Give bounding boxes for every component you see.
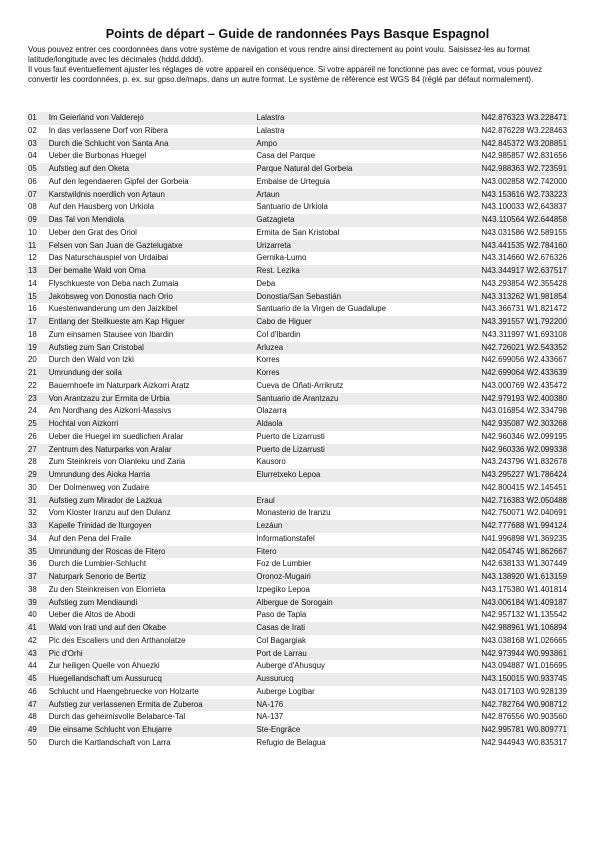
table-row — [26, 635, 569, 648]
route-number: 15 — [26, 291, 49, 304]
route-name: Aufstieg zum Mirador de Lazkua — [49, 495, 257, 508]
table-row — [26, 495, 569, 508]
gps-coordinates: N42.985857 W2.831656 — [481, 151, 567, 161]
route-number: 11 — [26, 240, 49, 253]
route-number: 39 — [26, 597, 49, 610]
gps-coordinates: N43.094887 W1.016695 — [481, 661, 567, 671]
start-place: Aussurucq — [256, 673, 459, 686]
gps-coordinates: N43.344917 W2.637517 — [460, 265, 569, 278]
start-place: Paso de Tapla — [256, 610, 307, 620]
gps-coordinates: N42.973944 W0.993861 — [460, 648, 569, 661]
route-name: Huegellandschaft um Aussurucq — [49, 673, 257, 686]
route-number: 21 — [26, 367, 49, 380]
route-name: Zentrum des Naturparks von Aralar — [49, 444, 257, 457]
route-name: Umrundung der Roscas de Fitero — [49, 546, 257, 559]
route-name: Aufstieg zum Mendiaundi — [49, 597, 257, 610]
route-number: 07 — [26, 189, 49, 202]
gps-coordinates: N43.100033 W2.643837 — [481, 202, 567, 212]
gps-coordinates: N43.314660 W2.676326 — [481, 253, 567, 263]
route-number: 44 — [28, 661, 37, 671]
route-name: Durch die Schlucht von Santa Ana — [49, 138, 257, 151]
route-number: 12 — [28, 253, 37, 263]
route-name: Ueber die Altos de Abodi — [48, 610, 136, 620]
route-name: Pic des Escaliers und den Arthanolatze — [48, 635, 186, 645]
route-name: Zum einsamen Stausee von Ibardin — [48, 329, 174, 339]
route-number: 47 — [26, 699, 49, 712]
route-name: Auf den Pena del Fraile — [48, 533, 132, 543]
start-place: Lalastra — [256, 125, 285, 135]
gps-coordinates: N43.110564 W2.644858 — [460, 214, 569, 227]
route-number: 05 — [26, 163, 49, 176]
start-place: Olazarra — [256, 406, 287, 416]
route-name: Umrundung der soila — [49, 367, 257, 380]
start-place: Rest. Lezika — [256, 265, 459, 278]
table-row — [26, 176, 569, 189]
route-number: 25 — [26, 418, 49, 431]
route-number: 40 — [28, 610, 37, 620]
gps-coordinates: N43.175380 W1.401814 — [481, 584, 567, 594]
table-row — [26, 431, 569, 444]
route-name: Zur heiligen Quelle von Ahuezki — [48, 661, 160, 671]
start-place: Santuario de la Virgen de Guadalupe — [256, 304, 387, 314]
start-place: Auberge Logibar — [256, 686, 315, 696]
table-row — [26, 201, 569, 214]
route-name: Bauernhoefe im Naturpark Aizkorri Aratz — [48, 380, 190, 390]
route-number: 06 — [28, 176, 37, 186]
route-name: Aufstieg zur verlassenen Ermita de Zuberoa — [49, 699, 257, 712]
table-row — [26, 367, 569, 380]
route-number: 14 — [28, 278, 37, 288]
gps-coordinates: N42.960346 W2.099195 — [481, 431, 567, 441]
starting-points-table — [26, 112, 569, 750]
gps-coordinates: N43.293854 W2.355428 — [481, 278, 567, 288]
table-row — [26, 303, 569, 316]
route-number: 43 — [26, 648, 49, 661]
start-place: Puerto de Lizarrusti — [256, 444, 459, 457]
route-number: 02 — [28, 125, 37, 135]
gps-coordinates: N42.960336 W2.099338 — [460, 444, 569, 457]
gps-coordinates: N43.002858 W2.742000 — [481, 176, 567, 186]
route-number: 31 — [26, 495, 49, 508]
start-place: Puerto de Lizarrusti — [256, 431, 325, 441]
gps-coordinates: N42.995781 W0.809771 — [460, 724, 569, 737]
start-place: Parque Natural del Gorbeia — [256, 163, 459, 176]
gps-coordinates: N43.295227 W1.786424 — [460, 469, 569, 482]
start-place: Santuario de Arantzazu — [256, 393, 459, 406]
route-name: Von Arantzazu zur Ermita de Urbia — [49, 393, 257, 406]
route-name: Durch den Wald von Izki — [48, 355, 134, 365]
table-row — [26, 444, 569, 457]
table-row — [26, 609, 569, 622]
start-place: Elurretxeko Lepoa — [256, 469, 459, 482]
route-number: 29 — [26, 469, 49, 482]
gps-coordinates: N43.153616 W2.733223 — [460, 189, 569, 202]
gps-coordinates: N41.996898 W1.369235 — [481, 533, 567, 543]
gps-coordinates: N43.311997 W1.693108 — [482, 329, 567, 339]
start-place: Eraul — [256, 495, 459, 508]
route-name: Am Nordhang des Aizkorri-Massivs — [48, 406, 172, 416]
start-place: Albergue de Sorogain — [256, 597, 459, 610]
start-place: Embalse de Urteguia — [256, 176, 331, 186]
route-number: 42 — [28, 635, 37, 645]
route-name: Felsen von San Juan de Gaztelugatxe — [49, 240, 257, 253]
table-row — [26, 125, 569, 138]
route-number: 45 — [26, 673, 49, 686]
intro-text — [28, 45, 573, 85]
start-place: Izpegiko Lepoa — [256, 584, 310, 594]
start-place: Gatzagieta — [256, 214, 459, 227]
route-number: 48 — [28, 712, 37, 722]
route-name: Karstwildnis noerdlich von Artaun — [49, 189, 257, 202]
route-name: Durch die Kartlandschaft von Larra — [48, 737, 171, 747]
gps-coordinates: N42.800415 W2.145451 — [481, 482, 567, 492]
table-row — [26, 214, 569, 227]
route-number: 35 — [26, 546, 49, 559]
route-number: 27 — [26, 444, 49, 457]
table-row — [26, 533, 569, 546]
table-row — [26, 711, 569, 724]
route-name: Durch die Lumbier-Schlucht — [48, 559, 147, 569]
table-row — [26, 507, 569, 520]
start-place: Ste-Engrâce — [256, 724, 459, 737]
start-place: Santuario de Urkiola — [256, 202, 328, 212]
gps-coordinates: N42.935087 W2.303268 — [460, 418, 569, 431]
route-number: 01 — [26, 112, 49, 125]
table-row — [26, 520, 569, 533]
gps-coordinates: N42.988961 W1.106894 — [460, 622, 569, 635]
table-row — [26, 673, 569, 686]
table-row — [26, 138, 569, 151]
table-row — [26, 150, 569, 163]
route-number: 36 — [28, 559, 37, 569]
gps-coordinates: N42.638133 W1.307449 — [481, 559, 567, 569]
start-place: Kausoro — [256, 457, 286, 467]
table-row — [26, 648, 569, 661]
route-name: Wald von Irati und auf den Okabe — [49, 622, 257, 635]
start-place: Oronoz-Mugairi — [256, 571, 459, 584]
table-row — [26, 546, 569, 559]
table-row — [26, 380, 569, 393]
route-number: 09 — [26, 214, 49, 227]
start-place: NA-137 — [256, 712, 284, 722]
gps-coordinates: N42.845372 W3.208851 — [460, 138, 569, 151]
route-number: 50 — [28, 737, 37, 747]
route-number: 49 — [26, 724, 49, 737]
route-name: Ueber die Burbonas Huegel — [48, 151, 147, 161]
route-name: Der Dolmenweg von Zudaire — [48, 482, 150, 492]
table-row — [26, 724, 569, 737]
route-number: 32 — [28, 508, 37, 518]
table-row — [26, 316, 569, 329]
route-number: 03 — [26, 138, 49, 151]
gps-coordinates: N43.313262 W1.981854 — [460, 291, 569, 304]
route-number: 33 — [26, 520, 49, 533]
route-number: 19 — [26, 342, 49, 355]
start-place: Arluzea — [256, 342, 459, 355]
route-number: 13 — [26, 265, 49, 278]
route-name: Auf den Hausberg von Urkiola — [48, 202, 154, 212]
gps-coordinates: N43.017103 W0.928139 — [481, 686, 567, 696]
route-number: 04 — [28, 151, 37, 161]
gps-coordinates: N42.876228 W3.228463 — [481, 125, 567, 135]
start-place: NA-176 — [256, 699, 459, 712]
start-place: Lezáun — [256, 520, 459, 533]
table-row — [26, 393, 569, 406]
start-place: Lalastra — [256, 112, 459, 125]
route-name: Aufstieg zum San Cristobal — [49, 342, 257, 355]
route-name: Die einsame Schlucht von Ehujarre — [49, 724, 257, 737]
start-place: Informationstafel — [256, 533, 315, 543]
gps-coordinates: N42.782764 W0.908712 — [460, 699, 569, 712]
table-row — [26, 660, 569, 673]
route-name: Ueber die Huegel im suedlichen Aralar — [48, 431, 184, 441]
table-row — [26, 291, 569, 304]
gps-coordinates: N43.031586 W2.589155 — [481, 227, 567, 237]
start-place: Fitero — [256, 546, 459, 559]
starting-points-rows — [26, 112, 569, 750]
start-place: Ermita de San Kristobal — [256, 227, 340, 237]
table-row — [26, 469, 569, 482]
table-row — [26, 622, 569, 635]
table-row — [26, 252, 569, 265]
start-place: Deba — [256, 278, 276, 288]
route-name: Kapelle Trinidad de Iturgoyen — [49, 520, 257, 533]
gps-coordinates: N42.979193 W2.400380 — [460, 393, 569, 406]
table-row — [26, 112, 569, 125]
table-row — [26, 278, 569, 291]
start-place: Gernika-Lumo — [256, 253, 307, 263]
table-row — [26, 482, 569, 495]
gps-coordinates: N43.006184 W1.409187 — [460, 597, 569, 610]
route-number: 08 — [28, 202, 37, 212]
route-number: 34 — [28, 533, 37, 543]
route-number: 16 — [28, 304, 37, 314]
route-name: Durch das geheimisvolle Belabarce-Tal — [48, 712, 186, 722]
table-row — [26, 342, 569, 355]
route-name: Zum Steinkreis von Oianleku und Zaria — [48, 457, 186, 467]
start-place: Korres — [256, 367, 459, 380]
gps-coordinates: N43.138920 W1.613159 — [460, 571, 569, 584]
route-name: Ueber den Grat des Oriol — [48, 227, 137, 237]
gps-coordinates: N43.391557 W1.792200 — [460, 316, 569, 329]
route-number: 24 — [28, 406, 37, 416]
gps-coordinates: N42.699056 W2.433667 — [481, 355, 567, 365]
route-name: Der bemalte Wald von Oma — [49, 265, 257, 278]
gps-coordinates: N42.957132 W1.135542 — [481, 610, 567, 620]
start-place: Casa del Parque — [256, 151, 316, 161]
gps-coordinates: N42.876323 W3.228471 — [460, 112, 569, 125]
route-number: 18 — [28, 329, 37, 339]
table-row — [26, 329, 569, 342]
route-name: Jakobsweg von Donostia nach Orio — [49, 291, 257, 304]
start-place: Foz de Lumbier — [256, 559, 312, 569]
table-row — [26, 227, 569, 240]
table-row — [26, 686, 569, 699]
route-name: Vom Kloster Iranzu auf den Dulanz — [48, 508, 171, 518]
gps-coordinates: N42.876556 W0.903560 — [481, 712, 567, 722]
table-row — [26, 163, 569, 176]
intro-paragraph-2: Il vous faut éventuellement ajuster les réglages de votre appareil en conséquence. Si votre appareil ne fonctionne pas avec ce format, vous pouvez convertir les coordonnées, p. ex. sur gpso.de/maps, dans un autre format. Le système de référence est WGS 84 (réglé par défaut normalement). — [28, 65, 543, 85]
table-row — [26, 456, 569, 469]
route-name: Umrundung des Aioka Harria — [49, 469, 257, 482]
gps-coordinates: N42.726021 W2.543352 — [460, 342, 569, 355]
route-number: 17 — [26, 316, 49, 329]
route-number: 26 — [28, 431, 37, 441]
table-row — [26, 418, 569, 431]
route-name: Entlang der Steilkueste am Kap Higuer — [49, 316, 257, 329]
start-place: Aldaola — [256, 418, 459, 431]
start-place: Casas de Irati — [256, 622, 459, 635]
start-place — [256, 482, 459, 495]
route-number: 23 — [26, 393, 49, 406]
route-number: 22 — [28, 380, 37, 390]
start-place: Port de Larrau — [256, 648, 459, 661]
start-place: Refugio de Belagua — [256, 737, 326, 747]
gps-coordinates: N43.000769 W2.435472 — [481, 380, 567, 390]
route-name: Aufstieg auf den Oketa — [49, 163, 257, 176]
start-place: Col Bagargiak — [256, 635, 306, 645]
route-number: 20 — [28, 355, 37, 365]
route-name: Das Naturschauspiel von Urdaibai — [48, 253, 168, 263]
table-row — [26, 189, 569, 202]
gps-coordinates: N42.777688 W1.994124 — [460, 520, 569, 533]
gps-coordinates: N43.366731 W1.821472 — [481, 304, 567, 314]
route-number: 37 — [26, 571, 49, 584]
route-number: 46 — [28, 686, 37, 696]
table-row — [26, 571, 569, 584]
gps-coordinates: N43.243796 W1.832678 — [481, 457, 567, 467]
table-row — [26, 265, 569, 278]
route-name: Hochtal von Aizkorri — [49, 418, 257, 431]
table-row — [26, 240, 569, 253]
route-name: Pic d'Orhi — [49, 648, 257, 661]
gps-coordinates: N42.988363 W2.723591 — [460, 163, 569, 176]
route-number: 41 — [26, 622, 49, 635]
start-place: Urizarreta — [256, 240, 459, 253]
route-name: Schlucht und Haengebruecke von Holzarte — [48, 686, 199, 696]
intro-paragraph-1: Vous pouvez entrer ces coordonnées dans votre système de navigation et vous rendre ainsi directement au point voulu. Saisissez-les au format latitude/longitude avec les décimales (hddd.dddd). — [28, 45, 530, 65]
route-name: Im Geierland von Valderejo — [49, 112, 257, 125]
start-place: Auberge d'Ahusquy — [256, 661, 325, 671]
route-name: Flyschkueste von Deba nach Zumaia — [48, 278, 179, 288]
table-row — [26, 597, 569, 610]
start-place: Artaun — [256, 189, 459, 202]
start-place: Cabo de Higuer — [256, 316, 459, 329]
gps-coordinates: N43.150015 W0.933745 — [460, 673, 569, 686]
gps-coordinates: N42.750071 W2.040691 — [481, 508, 567, 518]
table-row — [26, 405, 569, 418]
route-name: Zu den Steinkreisen von Elorrieta — [48, 584, 166, 594]
route-name: In das verlassene Dorf von Ribera — [48, 125, 168, 135]
gps-coordinates: N42.944943 W0.835317 — [481, 737, 567, 747]
table-row — [26, 699, 569, 712]
table-row — [26, 584, 569, 597]
gps-coordinates: N43.038168 W1.026665 — [481, 635, 567, 645]
route-number: 10 — [28, 227, 37, 237]
gps-coordinates: N43.441535 W2.784160 — [460, 240, 569, 253]
start-place: Ampo — [256, 138, 459, 151]
start-place: Cueva de Oñati-Arrikrutz — [256, 380, 344, 390]
route-name: Naturpark Senorio de Bertiz — [49, 571, 257, 584]
route-name: Das Tal von Mendiola — [49, 214, 257, 227]
start-place: Monasterio de Iranzu — [256, 508, 331, 518]
route-number: 30 — [28, 482, 37, 492]
gps-coordinates: N42.054745 W1.862667 — [460, 546, 569, 559]
route-name: Auf den legendaeren Gipfel der Gorbeia — [48, 176, 189, 186]
gps-coordinates: N42.699064 W2.433639 — [460, 367, 569, 380]
table-row — [26, 558, 569, 571]
gps-coordinates: N43.016854 W2.334798 — [481, 406, 567, 416]
start-place: Col d'Ibardin — [256, 329, 301, 339]
table-row — [26, 737, 569, 750]
page-title: Points de départ – Guide de randonnées Pays Basque Espagnol — [105, 27, 490, 41]
route-number: 28 — [28, 457, 37, 467]
start-place: Donostia/San Sebastián — [256, 291, 459, 304]
table-row — [26, 354, 569, 367]
route-name: Kuestenwanderung um den Jaizkibel — [48, 304, 178, 314]
gps-coordinates: N42.716383 W2.050488 — [460, 495, 569, 508]
start-place: Korres — [256, 355, 280, 365]
route-number: 38 — [28, 584, 37, 594]
